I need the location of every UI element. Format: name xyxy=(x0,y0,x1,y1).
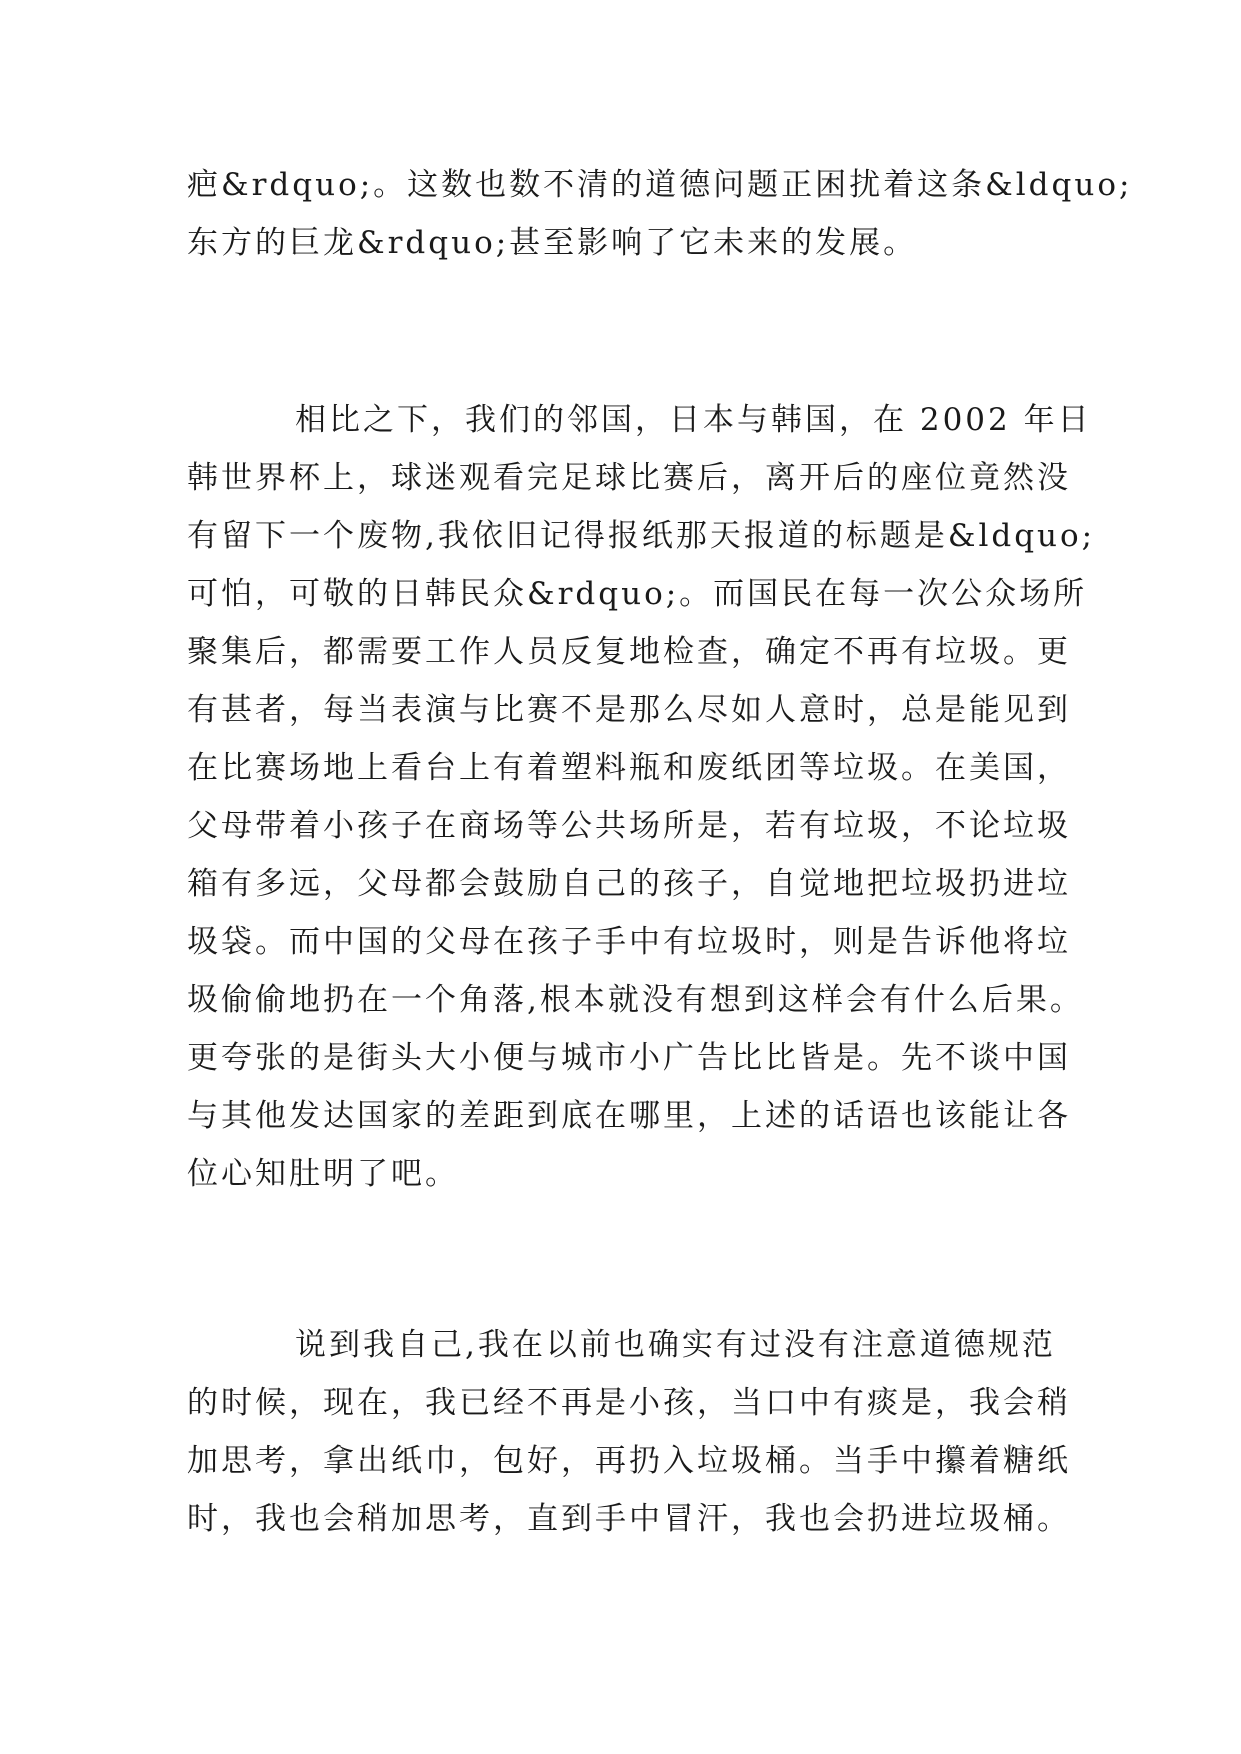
paragraph-2 xyxy=(187,391,1096,1203)
text-line: 更夸张的是街头大小便与城市小广告比比皆是。先不谈中国 xyxy=(187,1040,1071,1076)
text-line: 父母带着小孩子在商场等公共场所是，若有垃圾，不论垃圾 xyxy=(187,808,1071,844)
paragraph-1 xyxy=(187,156,1133,272)
paragraph-3 xyxy=(187,1316,1071,1548)
text-line: 东方的巨龙&rdquo;甚至影响了它未来的发展。 xyxy=(187,225,918,261)
text-line: 圾偷偷地扔在一个角落,根本就没有想到这样会有什么后果。 xyxy=(187,982,1084,1018)
text-line: 有留下一个废物,我依旧记得报纸那天报道的标题是&ldquo; xyxy=(187,518,1096,554)
text-line: 有甚者，每当表演与比赛不是那么尽如人意时，总是能见到 xyxy=(187,692,1071,728)
text-line: 时，我也会稍加思考，直到手中冒汗，我也会扔进垃圾桶。 xyxy=(187,1501,1071,1537)
text-line: 与其他发达国家的差距到底在哪里，上述的话语也该能让各 xyxy=(187,1098,1071,1134)
text-line: 圾袋。而中国的父母在孩子手中有垃圾时，则是告诉他将垃 xyxy=(187,924,1071,960)
text-line: 相比之下，我们的邻国，日本与韩国，在 2002 年日 xyxy=(295,402,1092,438)
text-line: 位心知肚明了吧。 xyxy=(187,1156,459,1192)
text-line: 聚集后，都需要工作人员反复地检查，确定不再有垃圾。更 xyxy=(187,634,1071,670)
text-line: 说到我自己,我在以前也确实有过没有注意道德规范 xyxy=(295,1327,1056,1363)
text-line: 的时候，现在，我已经不再是小孩，当口中有痰是，我会稍 xyxy=(187,1385,1071,1421)
text-line: 加思考，拿出纸巾，包好，再扔入垃圾桶。当手中攥着糖纸 xyxy=(187,1443,1071,1479)
text-line: 疤&rdquo;。这数也数不清的道德问题正困扰着这条&ldquo; xyxy=(187,167,1133,203)
text-line: 在比赛场地上看台上有着塑料瓶和废纸团等垃圾。在美国， xyxy=(187,750,1071,786)
text-line: 韩世界杯上，球迷观看完足球比赛后，离开后的座位竟然没 xyxy=(187,460,1071,496)
text-line: 箱有多远，父母都会鼓励自己的孩子，自觉地把垃圾扔进垃 xyxy=(187,866,1071,902)
text-line: 可怕，可敬的日韩民众&rdquo;。而国民在每一次公众场所 xyxy=(187,576,1088,612)
